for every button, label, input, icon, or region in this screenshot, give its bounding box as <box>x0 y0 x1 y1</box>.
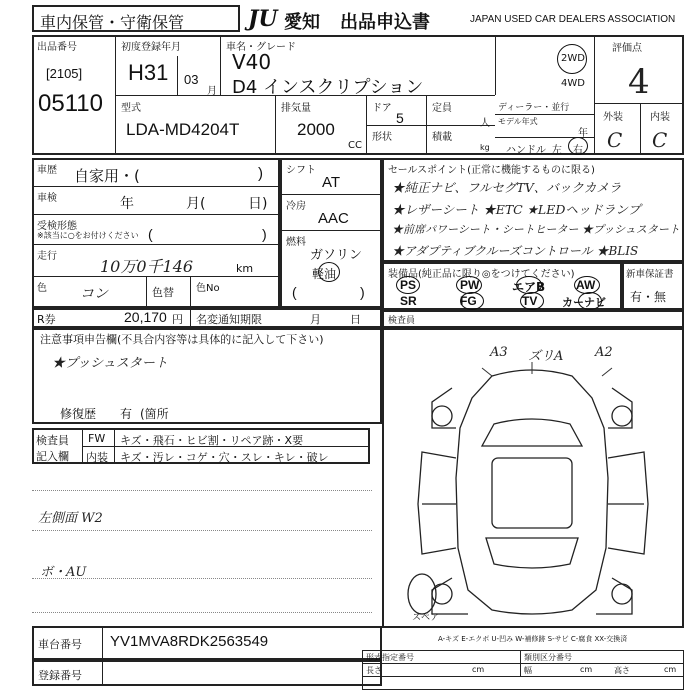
history-label: 車歴 <box>37 165 57 176</box>
post-inspection-label: 検査員 <box>388 316 416 326</box>
lot-label: 出品番号 <box>37 42 77 53</box>
selling-point-line-4: ★アダプティブクルーズコントロール ★BLIS <box>392 244 639 258</box>
history-close: ) <box>258 165 263 182</box>
ju-logo: JU <box>248 6 278 32</box>
registration-label: 初度登録年月 <box>121 42 181 53</box>
type-number-label: 形式指定番号 <box>366 653 414 662</box>
shift-value: AT <box>322 174 341 191</box>
damage-mark-a3: A3 <box>490 345 508 360</box>
handle-left: 左 <box>552 145 562 156</box>
exterior-grade: C <box>607 128 623 152</box>
fuel-close: ) <box>360 284 365 300</box>
storage-box <box>32 5 240 32</box>
name-change-label: 名変通知期限 <box>196 313 262 326</box>
aircon-label: 冷房 <box>286 201 306 212</box>
loading-label: 積載 <box>432 132 452 143</box>
recycle-label: R券 <box>37 313 56 326</box>
chassis-label: 車台番号 <box>38 638 82 651</box>
registration-year: H31 <box>128 60 169 85</box>
damage-mark-a2: A2 <box>595 345 613 360</box>
transfer-label: 受検形態 <box>37 221 77 232</box>
recycle-value: 20,170 <box>124 309 167 325</box>
mileage-label: 走行 <box>37 251 57 262</box>
chassis-value: YV1MVA8RDK2563549 <box>110 633 269 650</box>
equip-fg-mark <box>460 292 484 310</box>
post-inspection-row <box>382 310 684 328</box>
name-change-month: 月 <box>310 313 321 326</box>
notes-handwritten: ★プッシュスタート <box>52 356 168 371</box>
new-cert-label: 新車保証書 <box>626 269 674 280</box>
shift-label: シフト <box>286 165 316 176</box>
fuel-label: 燃料 <box>286 237 306 248</box>
history-value: 自家用・( <box>74 167 140 185</box>
displacement-value: 2000 <box>297 120 335 139</box>
displacement-unit: CC <box>348 140 362 151</box>
handle-label: ハンドル <box>506 145 546 156</box>
transfer-open: ( <box>148 226 153 242</box>
fw-text: キズ・飛石・ヒビ割・リペア跡・X要 <box>120 434 304 447</box>
model-label: 型式 <box>121 103 141 114</box>
equip-tv-mark <box>520 292 544 310</box>
storage-text: 車内保管・守衛保管 <box>40 13 185 32</box>
reg-number-label: 登録番号 <box>38 669 82 682</box>
car-label: 車名・グレード <box>226 42 296 53</box>
equip-ps: PS <box>400 278 417 292</box>
remark-line-1: 左側面 W2 <box>38 511 103 526</box>
int-label: 内装 <box>86 451 108 464</box>
model-year-unit: 年 <box>578 128 588 139</box>
registration-month-unit: 月 <box>207 86 217 97</box>
width-label: 幅 <box>524 666 532 675</box>
selling-point-line-1: ★純正ナビ、フルセグTV、バックカメラ <box>392 180 622 195</box>
class-number-label: 類別区分番号 <box>524 653 572 662</box>
displacement-label: 排気量 <box>281 103 311 114</box>
form-title: 出品申込書 <box>340 12 430 33</box>
transfer-close: ) <box>262 226 267 242</box>
drive-2wd: 2WD <box>561 53 585 64</box>
equip-navi-mark <box>578 292 602 310</box>
registration-month: 03 <box>184 72 199 87</box>
loading-unit: kg <box>480 143 490 152</box>
score-label: 評価点 <box>612 43 642 54</box>
lot-sub-number: [2105] <box>46 66 83 81</box>
equip-pw: PW <box>460 278 480 292</box>
height-unit: cm <box>664 665 677 674</box>
length-label: 長さ <box>366 666 382 675</box>
equip-ps-mark <box>396 276 420 294</box>
equip-aw: AW <box>576 278 596 292</box>
width-unit: cm <box>580 665 593 674</box>
damage-mark-zuri-a: ズリA <box>528 349 564 364</box>
new-cert-value: 有・無 <box>630 290 667 304</box>
reg-number-row <box>32 660 382 686</box>
color-change-label: 色替 <box>152 286 174 299</box>
shape-label: 形状 <box>372 132 392 143</box>
notes-label: 注意事項申告欄(不具合内容等は具体的に記入して下さい) <box>40 333 324 346</box>
equipment-label: 装備品(純正品に限り◎をつけてください) <box>388 269 575 280</box>
selling-point-line-3: ★前席パワーシート・シートヒーター ★プッシュスタート <box>392 223 680 236</box>
equip-tv: TV <box>522 294 538 308</box>
equip-navi: カーナビ <box>562 296 606 309</box>
capacity-unit: 人 <box>480 118 490 129</box>
handle-right: 右 <box>573 145 583 156</box>
fw-label: FW <box>88 432 106 445</box>
selling-points-label: セールスポイント(正常に機能するものに限る) <box>388 165 595 176</box>
inspector-label-1: 検査員 <box>36 434 69 447</box>
score-value: 4 <box>628 62 650 102</box>
mileage-value: 10万0千146 <box>100 257 194 276</box>
capacity-label: 定員 <box>432 103 452 114</box>
inspector-label-2: 記入欄 <box>36 450 69 463</box>
int-text: キズ・汚レ・コゲ・穴・スレ・キレ・破レ <box>120 451 329 464</box>
spare-label: スペア <box>412 613 440 623</box>
transfer-hint: ※該当に○をお付けください <box>37 231 139 240</box>
color-no-label: 色No <box>196 283 220 294</box>
fuel-open: ( <box>292 284 297 300</box>
repair-value: 有 <box>120 407 133 421</box>
inspection-day: 日) <box>248 196 268 212</box>
name-change-day: 日 <box>350 313 361 326</box>
length-unit: cm <box>472 665 485 674</box>
car-name: V40 <box>232 50 272 74</box>
color-value: コン <box>80 286 108 302</box>
model-value: LDA-MD4204T <box>126 120 240 139</box>
fuel-value: ガソリン <box>310 248 363 263</box>
interior-grade: C <box>652 128 668 152</box>
doors-value: 5 <box>396 110 404 126</box>
inspection-label: 車検 <box>37 193 57 204</box>
inspection-month: 月( <box>186 196 206 212</box>
aircon-value: AAC <box>318 210 349 227</box>
fuel-diesel: 軽油 <box>312 267 337 281</box>
recycle-unit: 円 <box>172 313 183 326</box>
interior-label: 内装 <box>650 112 670 123</box>
org-name: 愛知 <box>284 12 320 33</box>
equip-sr: SR <box>400 294 417 308</box>
inspection-year: 年 <box>120 196 134 212</box>
repair-label: 修復歴 <box>60 407 97 421</box>
exterior-label: 外装 <box>603 112 623 123</box>
height-label: 高さ <box>614 666 630 675</box>
model-year-label: モデル年式 <box>498 117 538 126</box>
lot-number: 05110 <box>38 90 103 117</box>
car-diagram <box>382 328 684 628</box>
selling-point-line-2: ★レザーシート ★ETC ★LEDヘッドランプ <box>392 202 641 217</box>
repair-place: (箇所 <box>140 407 169 421</box>
doors-label: ドア <box>372 103 392 114</box>
damage-legend: A-キズ E-エクボ U-凹み W-補修跡 S-サビ C-腐食 XX-交換済 <box>438 635 628 643</box>
car-grade: D4 インスクリプション <box>232 77 424 98</box>
association-name: JAPAN USED CAR DEALERS ASSOCIATION <box>470 14 676 25</box>
remark-line-2: ボ・AU <box>40 565 87 580</box>
mileage-unit: km <box>236 262 254 275</box>
color-label: 色 <box>37 283 47 294</box>
dealer-label: ディーラー・並行 <box>498 103 570 113</box>
equip-fg: FG <box>460 294 477 308</box>
equip-airbag: エアB <box>512 280 546 294</box>
drive-4wd: 4WD <box>561 78 585 89</box>
